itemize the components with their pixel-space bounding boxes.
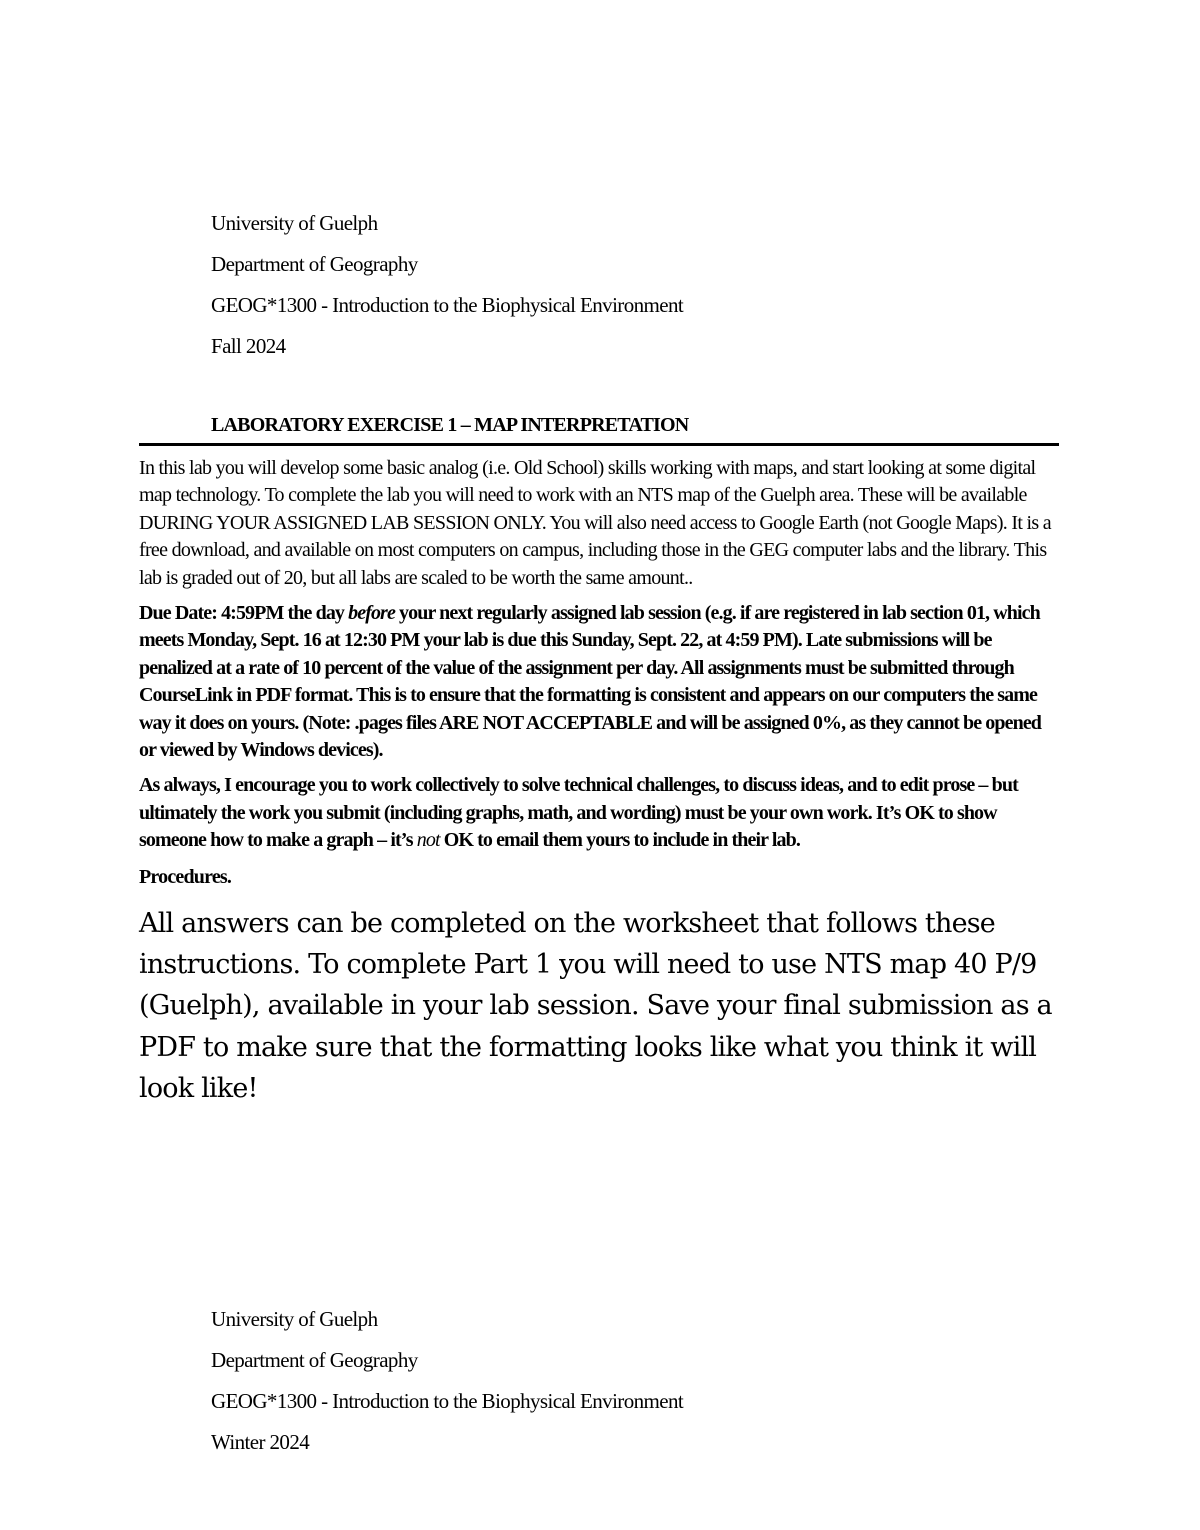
- collaboration-suffix: OK to email them yours to include in their lab.: [439, 829, 800, 852]
- header-top: [211, 203, 1011, 367]
- main-content: [139, 455, 1059, 1109]
- due-date-emphasis: before: [348, 602, 395, 625]
- course-title: GEOG*1300 - Introduction to the Biophysical Environment: [211, 293, 684, 317]
- term: Fall 2024: [211, 334, 286, 358]
- header-bottom: [211, 1299, 1011, 1463]
- collaboration-prefix: As always, I encourage you to work collectively to solve technical challenges, to discuss ideas, and to edit prose – but ultimately the work you submit (including graphs, math, and wording) must be your own work. It’s OK to show someone how to make a graph – it’s: [139, 774, 1018, 852]
- title-divider: [139, 443, 1059, 446]
- intro-paragraph: In this lab you will develop some basic analog (i.e. Old School) skills working with maps, and start looking at some digital map technology. To complete the lab you will need to work with an NTS map of the Guelph area. These will be available DURING YOUR ASSIGNED LAB SESSION ONLY. You will also need access to Google Earth (not Google Maps). It is a free download, and available on most computers on campus, including those in the GEG computer labs and the library. This lab is graded out of 20, but all labs are scaled to be worth the same amount..: [139, 457, 1051, 589]
- collaboration-paragraph: [139, 772, 1059, 854]
- collaboration-emphasis: not: [416, 829, 440, 852]
- course-title: GEOG*1300 - Introduction to the Biophysical Environment: [211, 1389, 684, 1413]
- procedures-heading: Procedures.: [139, 865, 232, 888]
- university-name: University of Guelph: [211, 211, 378, 235]
- term: Winter 2024: [211, 1430, 310, 1454]
- due-date-paragraph: [139, 600, 1059, 764]
- procedures-text: All answers can be completed on the worksheet that follows these instructions. To complete Part 1 you will need to use NTS map 40 P/9 (Guelph), available in your lab session. Save your final submission as a PDF to make sure that the formatting looks like what you think it will look like!: [139, 907, 1052, 1104]
- due-date-prefix: Due Date: 4:59PM the day: [139, 602, 349, 625]
- due-date-suffix: your next regularly assigned lab session (e.g. if are registered in lab section 01, which meets Monday, Sept. 16 at 12:30 PM your lab is due this Sunday, Sept. 22, at 4:59 PM). Late submissions will be penalized at a rate of 10 percent of the value of the assignment per day. All assignments must be submitted through CourseLink in PDF format. This is to ensure that the formatting is consistent and appears on our computers the same way it does on yours. (Note: .pages files ARE NOT ACCEPTABLE and will be assigned 0%, as they cannot be opened or viewed by Windows devices).: [139, 602, 1042, 762]
- lab-title: LABORATORY EXERCISE 1 – MAP INTERPRETATION: [211, 414, 689, 436]
- department-name: Department of Geography: [211, 1348, 418, 1372]
- university-name: University of Guelph: [211, 1307, 378, 1331]
- department-name: Department of Geography: [211, 252, 418, 276]
